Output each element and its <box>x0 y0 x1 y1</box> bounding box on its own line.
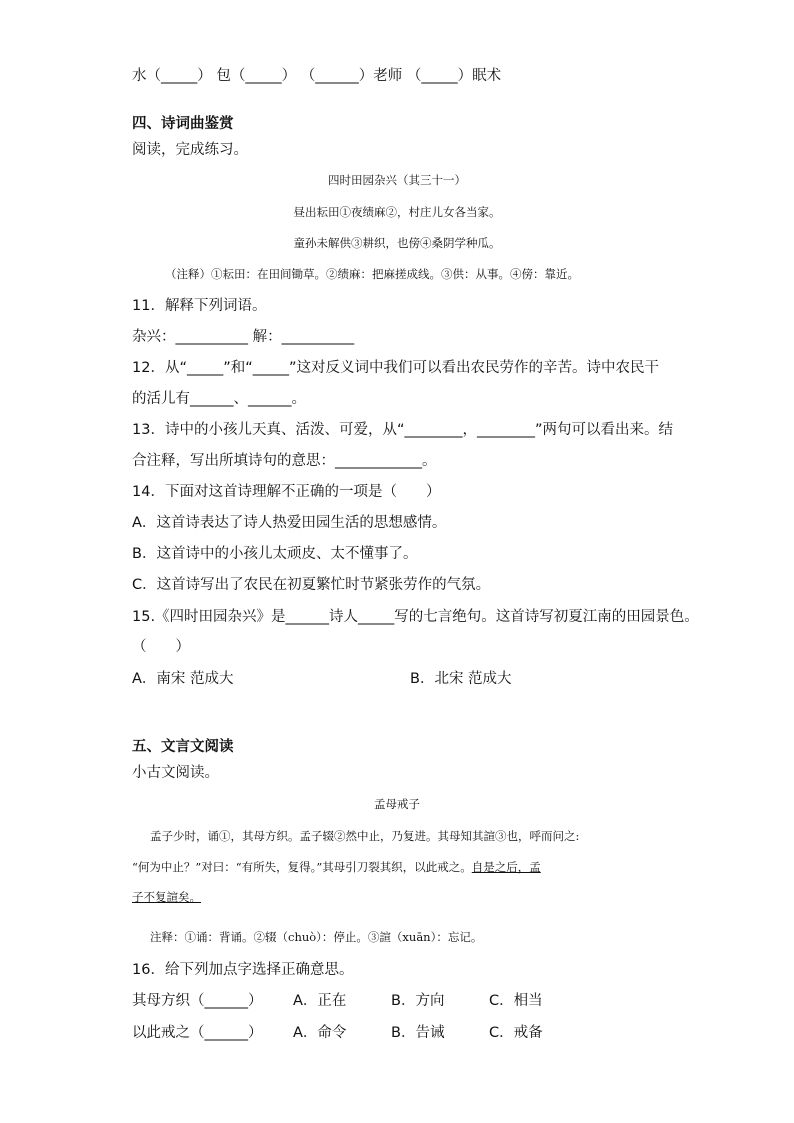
section-5-title: 五、文言文阅读 <box>132 739 234 755</box>
classical-text-note: 注释：①诵：背诵。②辍（chuò）：停止。③諠（xuān）：忘记。 <box>150 930 483 944</box>
classical-text-line-2 <box>132 857 541 877</box>
poem-title: 四时田园杂兴（其三十一） <box>328 173 466 187</box>
question-16-row-1-option-b: B．方向 <box>391 993 445 1009</box>
classical-text-line-3: 子不复諠矣。 <box>132 890 201 904</box>
section-4-instruction: 阅读，完成练习。 <box>132 142 248 158</box>
classical-text-line-2-plain: “何为中止？”对曰：“有所失，复得。”其母引刀裂其织，以此戒之。 <box>132 860 472 874</box>
question-12-line-2: 的活儿有______、______。 <box>132 391 306 407</box>
question-16-row-1-stem: 其母方织（______） <box>132 993 263 1009</box>
classical-text-line-2-underlined: 自是之后，孟 <box>471 860 541 874</box>
question-16-row-1-option-a: A．正在 <box>293 993 347 1009</box>
question-11-blanks: 杂兴：__________ 解：__________ <box>132 329 355 345</box>
fill-blank-line: 水（_____） 包（_____） （______）老师 （_____）眠术 <box>132 68 502 84</box>
question-14-option-c: C．这首诗写出了农民在初夏繁忙时节紧张劳作的气氛。 <box>132 577 491 593</box>
question-16-row-2-option-c: C．戒备 <box>489 1025 543 1041</box>
question-15: 15.《四时田园杂兴》是______诗人_____写的七言绝句。这首诗写初夏江南的田园景色。 <box>132 609 699 625</box>
question-15-option-a: A．南宋 范成大 <box>132 671 234 687</box>
question-12-line-1: 12．从“_____”和“_____”这对反义词中我们可以看出农民劳作的辛苦。诗中农民干 <box>132 360 659 376</box>
question-14: 14．下面对这首诗理解不正确的一项是（ ） <box>132 484 441 500</box>
question-16-row-2-option-a: A．命令 <box>293 1025 347 1041</box>
section-4-title: 四、诗词曲鉴赏 <box>132 116 234 132</box>
question-13-line-1: 13．诗中的小孩儿天真、活泼、可爱，从“________，________”两句可以看出来。结 <box>132 422 673 438</box>
question-16-row-2-option-b: B．告诫 <box>391 1025 445 1041</box>
question-14-option-b: B．这首诗中的小孩儿太顽皮、太不懂事了。 <box>132 546 418 562</box>
poem-line-2: 童孙未解供③耕织，也傍④桑阴学种瓜。 <box>293 236 501 250</box>
classical-text-line-1: 孟子少时，诵①，其母方织。孟子辍②然中止，乃复进。其母知其諠③也，呼而问之: <box>150 829 580 843</box>
poem-note: （注释）①耘田：在田间锄草。②绩麻：把麻搓成线。③供：从事。④傍：靠近。 <box>165 267 579 281</box>
classical-text-title: 孟母戒子 <box>374 797 420 811</box>
question-13-line-2: 合注释，写出所填诗句的意思：____________。 <box>132 453 437 469</box>
question-15-paren: （ ） <box>132 639 190 655</box>
section-5-instruction: 小古文阅读。 <box>132 765 219 781</box>
question-16-row-1-option-c: C．相当 <box>489 993 543 1009</box>
question-16: 16．给下列加点字选择正确意思。 <box>132 962 354 978</box>
question-16-row-2-stem: 以此戒之（______） <box>132 1025 263 1041</box>
question-14-option-a: A．这首诗表达了诗人热爱田园生活的思想感情。 <box>132 515 447 531</box>
poem-line-1: 昼出耘田①夜绩麻②，村庄儿女各当家。 <box>293 205 501 219</box>
question-15-option-b: B．北宋 范成大 <box>410 671 512 687</box>
question-11: 11．解释下列词语。 <box>132 298 267 314</box>
